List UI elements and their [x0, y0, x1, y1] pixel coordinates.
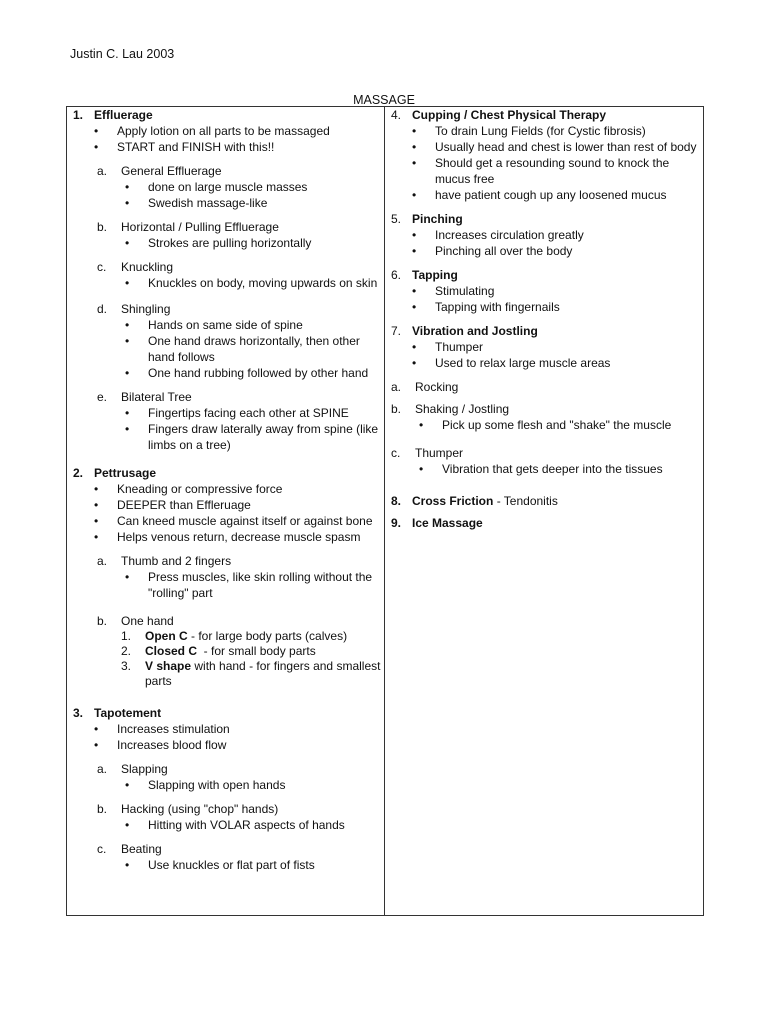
sub-letter: a. — [391, 380, 402, 394]
list-item: • Swedish massage-like — [121, 195, 384, 211]
list-item: • DEEPER than Effleruage — [90, 497, 384, 513]
sub-letter: e. — [97, 390, 108, 404]
section-title: Effluerage — [94, 108, 153, 122]
list-item: • Press muscles, like skin rolling without the "rolling" part — [121, 569, 384, 601]
section-title: Ice Massage — [412, 516, 483, 530]
list-item: • Slapping with open hands — [121, 777, 384, 793]
sub-letter: b. — [391, 402, 402, 416]
list-item: • Pinching all over the body — [408, 243, 703, 259]
bullet-list — [121, 275, 384, 291]
item-number: 1. — [121, 629, 132, 643]
section-number: 3. — [73, 706, 84, 720]
list-item — [121, 644, 384, 659]
section-pinching — [385, 211, 703, 227]
subsection-horizontal-effluerage — [97, 219, 384, 251]
subsection-one-hand — [97, 613, 384, 689]
sub-title: Shaking / Jostling — [415, 402, 510, 416]
list-item: • Pick up some flesh and "shake" the muscle — [415, 417, 703, 433]
bullet-list — [67, 721, 384, 753]
section-title: Pettrusage — [94, 466, 157, 480]
bullet-list — [415, 417, 703, 433]
sub-title: Rocking — [415, 380, 459, 394]
section-number: 1. — [73, 108, 84, 122]
section-number: 7. — [391, 324, 402, 338]
section-number: 5. — [391, 212, 402, 226]
sub-title: Knuckling — [121, 260, 174, 274]
item-text: with hand - for fingers and smallest parts — [145, 659, 381, 688]
list-item: • Fingers draw laterally away from spine (like limbs on a tree) — [121, 421, 384, 453]
list-item: • Usually head and chest is lower than rest of body — [408, 139, 703, 155]
section-title: Vibration and Jostling — [412, 324, 538, 338]
sub-title: Horizontal / Pulling Effluerage — [121, 220, 279, 234]
left-column — [67, 107, 385, 916]
list-item: • Thumper — [408, 339, 703, 355]
section-tapotement — [67, 705, 384, 721]
bullet-list — [121, 235, 384, 251]
section-title: Tapping — [412, 268, 458, 282]
list-item: • Strokes are pulling horizontally — [121, 235, 384, 251]
list-item: • Vibration that gets deeper into the tissues — [415, 461, 703, 477]
sub-letter: a. — [97, 164, 108, 178]
section-number: 6. — [391, 268, 402, 282]
bullet-list — [385, 283, 703, 315]
numbered-list — [121, 629, 384, 689]
list-item: • Kneading or compressive force — [90, 481, 384, 497]
sub-letter: c. — [97, 260, 107, 274]
list-item: • Use knuckles or flat part of fists — [121, 857, 384, 873]
list-item: • Apply lotion on all parts to be massaged — [90, 123, 384, 139]
list-item: • Fingertips facing each other at SPINE — [121, 405, 384, 421]
sub-letter: a. — [97, 554, 108, 568]
section-title: Tapotement — [94, 706, 162, 720]
section-pettrusage — [67, 465, 384, 481]
section-effluerage — [67, 107, 384, 123]
section-title: Pinching — [412, 212, 463, 226]
list-item: • One hand rubbing followed by other hand — [121, 365, 384, 381]
list-item — [121, 629, 384, 644]
sub-title: Thumper — [415, 446, 464, 460]
list-item: • Stimulating — [408, 283, 703, 299]
sub-letter: c. — [391, 446, 401, 460]
item-text: - for small body parts — [197, 644, 316, 658]
section-cross-friction — [385, 493, 703, 509]
list-item: • Helps venous return, decrease muscle spasm — [90, 529, 384, 545]
section-ice-massage — [385, 515, 703, 531]
subsection-shaking — [391, 401, 703, 433]
bullet-list — [385, 227, 703, 259]
item-number: 2. — [121, 644, 132, 658]
list-item: • Hitting with VOLAR aspects of hands — [121, 817, 384, 833]
subsection-thumb-fingers — [97, 553, 384, 601]
item-bold: Open C — [145, 629, 188, 643]
list-item: • START and FINISH with this!! — [90, 139, 384, 155]
sub-letter: b. — [97, 220, 108, 234]
sub-title: Slapping — [121, 762, 168, 776]
list-item: • Increases circulation greatly — [408, 227, 703, 243]
sub-letter: b. — [97, 614, 108, 628]
subsection-thumper — [391, 445, 703, 477]
massage-table — [66, 106, 704, 916]
sub-letter: c. — [97, 842, 107, 856]
item-bold: Closed C — [145, 644, 198, 658]
list-item: • Used to relax large muscle areas — [408, 355, 703, 371]
bullet-list — [385, 339, 703, 371]
sub-letter: b. — [97, 802, 108, 816]
right-column — [385, 107, 704, 916]
subsection-bilateral-tree — [97, 389, 384, 453]
list-item: • have patient cough up any loosened mucus — [408, 187, 703, 203]
subsection-knuckling — [97, 259, 384, 291]
section-title: Cupping / Chest Physical Therapy — [412, 108, 607, 122]
item-bold: V shape — [145, 659, 192, 673]
section-number: 2. — [73, 466, 84, 480]
sub-letter: a. — [97, 762, 108, 776]
bullet-list — [67, 481, 384, 545]
bullet-list — [121, 405, 384, 453]
sub-title: One hand — [121, 614, 174, 628]
sub-title: Shingling — [121, 302, 171, 316]
sub-title: Hacking (using "chop" hands) — [121, 802, 279, 816]
bullet-list — [121, 777, 384, 793]
bullet-list — [415, 461, 703, 477]
item-text: - for large body parts (calves) — [187, 629, 348, 643]
bullet-list — [67, 123, 384, 155]
subsection-slapping — [97, 761, 384, 793]
bullet-list — [385, 123, 703, 203]
subsection-shingling — [97, 301, 384, 381]
bullet-list — [121, 317, 384, 381]
list-item: • Knuckles on body, moving upwards on skin — [121, 275, 384, 291]
item-number: 3. — [121, 659, 132, 673]
subsection-hacking — [97, 801, 384, 833]
bullet-list — [121, 179, 384, 211]
list-item: • Tapping with fingernails — [408, 299, 703, 315]
section-note: - Tendonitis — [493, 494, 558, 508]
list-item: • Can kneed muscle against itself or against bone — [90, 513, 384, 529]
list-item: • Should get a resounding sound to knock the mucus free — [408, 155, 703, 187]
subsection-beating — [97, 841, 384, 873]
bullet-list — [121, 569, 384, 601]
section-number: 9. — [391, 516, 402, 530]
list-item: • done on large muscle masses — [121, 179, 384, 195]
sub-title: Beating — [121, 842, 162, 856]
section-cupping — [385, 107, 703, 123]
section-vibration — [385, 323, 703, 339]
list-item — [121, 659, 384, 689]
list-item: • Increases stimulation — [90, 721, 384, 737]
section-tapping — [385, 267, 703, 283]
section-number: 8. — [391, 494, 402, 508]
list-item: • To drain Lung Fields (for Cystic fibrosis) — [408, 123, 703, 139]
sub-title: General Effluerage — [121, 164, 222, 178]
list-item: • Increases blood flow — [90, 737, 384, 753]
document-title: MASSAGE — [353, 93, 415, 107]
bullet-list — [121, 857, 384, 873]
sub-title: Thumb and 2 fingers — [121, 554, 232, 568]
bullet-list — [121, 817, 384, 833]
sub-title: Bilateral Tree — [121, 390, 192, 404]
section-number: 4. — [391, 108, 402, 122]
author-line: Justin C. Lau 2003 — [70, 47, 175, 61]
list-item: • One hand draws horizontally, then other hand follows — [121, 333, 384, 365]
subsection-general-effluerage — [97, 163, 384, 211]
subsection-rocking — [391, 379, 703, 395]
list-item: • Hands on same side of spine — [121, 317, 384, 333]
section-title: Cross Friction — [412, 494, 494, 508]
sub-letter: d. — [97, 302, 108, 316]
